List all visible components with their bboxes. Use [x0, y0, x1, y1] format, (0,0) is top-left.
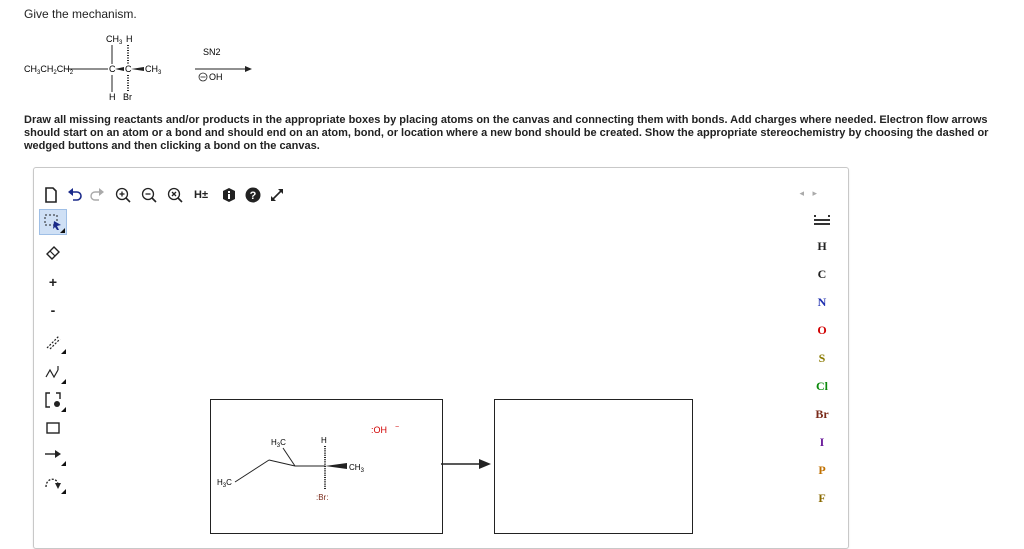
- instructions-text: Draw all missing reactants and/or products in the appropriate boxes by placing atoms on the canvas and connecting them with bonds. Add charges where needed. Electron flow arrows should start on an atom or a bond and should end on an atom, bond, or location where a new bond should be created. Show the appropriate stereochemistry by choosing the dashed or wedged buttons and then clicking a bond on the canvas.: [24, 114, 989, 152]
- template-ring-icon[interactable]: [39, 387, 67, 413]
- expand-icon[interactable]: [266, 184, 288, 206]
- bond-tool[interactable]: [39, 329, 67, 355]
- molecule-editor: [33, 167, 849, 549]
- scheme-top-h: H: [126, 34, 133, 44]
- atom-h-top: H: [321, 436, 327, 445]
- toggle-hydrogens-button[interactable]: H±: [194, 189, 208, 201]
- element-f[interactable]: F: [818, 491, 826, 505]
- zoom-reset-icon[interactable]: [164, 184, 186, 206]
- atom-ch3-right: $CH_3$: [349, 463, 364, 474]
- scheme-arrow-label-bottom: OH: [209, 72, 223, 82]
- scheme-bottom-br: Br: [123, 92, 132, 102]
- atom-br-bottom: :Br:: [316, 493, 329, 502]
- element-br[interactable]: Br: [815, 407, 829, 421]
- scheme-arrow-label-top: SN2: [203, 47, 221, 57]
- reactant-structure: [211, 400, 442, 533]
- atom-h3c-top: $H_3C$: [271, 438, 286, 449]
- element-o[interactable]: O: [817, 323, 827, 337]
- svg-text:C: C: [125, 64, 132, 74]
- info-icon[interactable]: [218, 184, 240, 206]
- undo-icon[interactable]: [64, 184, 86, 206]
- scheme-right-ch3: $CH_3$: [145, 64, 162, 76]
- element-c[interactable]: C: [817, 267, 827, 281]
- element-cl[interactable]: Cl: [816, 379, 828, 393]
- oh-charge: −: [395, 424, 400, 431]
- rectangle-tool-icon[interactable]: [39, 415, 67, 441]
- element-h[interactable]: H: [817, 239, 827, 253]
- chain-tool-icon[interactable]: [39, 359, 67, 385]
- editor-toolbar: [40, 184, 340, 206]
- scheme-left-chain: $CH_3CH_2CH_2$: [24, 64, 74, 76]
- eraser-icon[interactable]: [39, 239, 67, 265]
- atom-oh: :OH: [371, 425, 388, 435]
- question-text: Give the mechanism.: [24, 7, 137, 21]
- atom-h3c-left: $H_3C$: [217, 478, 232, 489]
- new-document-icon[interactable]: [40, 184, 62, 206]
- reactant-box[interactable]: [210, 399, 443, 534]
- curved-arrow-tool-icon[interactable]: [39, 469, 67, 495]
- help-icon[interactable]: [242, 184, 264, 206]
- element-n[interactable]: N: [817, 295, 827, 309]
- element-s[interactable]: S: [818, 351, 826, 365]
- reaction-scheme: [0, 28, 300, 108]
- zoom-in-icon[interactable]: [112, 184, 134, 206]
- negative-charge-tool[interactable]: -: [50, 302, 56, 318]
- svg-text:?: ?: [249, 190, 257, 202]
- scheme-top-ch3: $CH_3$: [106, 34, 123, 46]
- select-tool[interactable]: [39, 209, 67, 235]
- reaction-arrow: [441, 458, 491, 470]
- element-i[interactable]: I: [819, 435, 825, 449]
- positive-charge-tool[interactable]: +: [48, 274, 58, 290]
- element-p[interactable]: P: [818, 463, 826, 477]
- scheme-bottom-h: H: [109, 92, 116, 102]
- page-nav-arrows[interactable]: ◂ ▸: [799, 188, 820, 198]
- redo-icon[interactable]: [86, 184, 108, 206]
- zoom-out-icon[interactable]: [138, 184, 160, 206]
- periodic-table-icon[interactable]: [810, 212, 834, 232]
- arrow-tool-icon[interactable]: [39, 441, 67, 467]
- drawing-canvas[interactable]: [69, 208, 829, 548]
- product-box[interactable]: [494, 399, 693, 534]
- svg-text:C: C: [109, 64, 116, 74]
